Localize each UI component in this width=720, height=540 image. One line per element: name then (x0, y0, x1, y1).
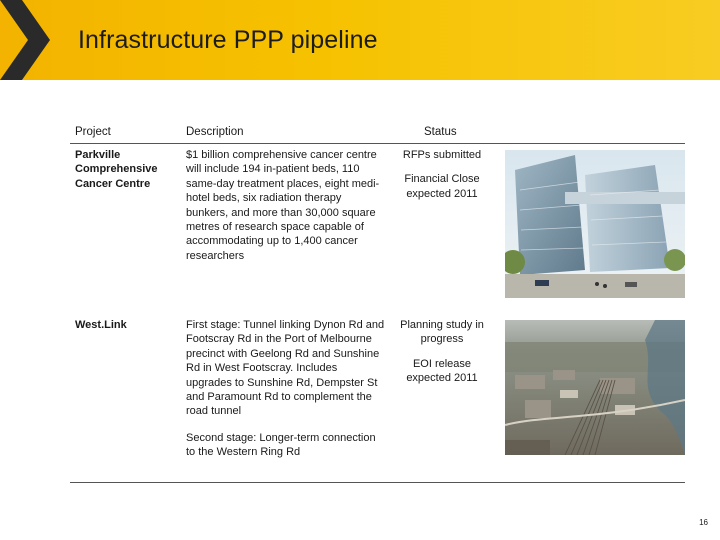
header-bar (0, 0, 720, 80)
status-line: Planning study in progress (400, 319, 484, 346)
chevron-logo-icon (0, 0, 60, 80)
column-header-project: Project (75, 126, 111, 138)
project-description: $1 billion comprehensive cancer centre will include 194 in-patient beds, 110 same-day treatment places, eight medi-hotel beds, six radiation therapy bunkers, and more than 30,000 square metres of research space capable of accommodating up to 1,400 cancer researchers (186, 149, 380, 262)
column-header-status: Status (424, 126, 457, 138)
status-line: EOI release expected 2011 (406, 357, 478, 385)
project-status (397, 148, 487, 211)
status-line: Financial Close expected 2011 (404, 173, 480, 200)
project-status (397, 318, 487, 396)
description-paragraph: First stage: Tunnel linking Dynon Rd and Footscray Rd in the Port of Melbourne precinct with Geelong Rd and Sunshine Rd in West Footscray. Includes upgrades to Sunshine Rd, Dempster St and Paramount Rd to complement the road tunnel (186, 319, 385, 418)
aerial-photo-image (505, 320, 685, 455)
project-name: Parkville Comprehensive Cancer Centre (75, 149, 158, 190)
status-line: RFPs submitted (402, 149, 482, 161)
project-description (186, 318, 386, 460)
column-header-description: Description (186, 126, 244, 138)
page-number: 16 (699, 518, 708, 527)
header-divider (70, 143, 685, 144)
table-bottom-rule (70, 482, 685, 483)
page-title: Infrastructure PPP pipeline (78, 26, 378, 54)
building-render-image (505, 150, 685, 298)
project-name: West.Link (75, 319, 127, 331)
description-paragraph: Second stage: Longer-term connection to the Western Ring Rd (186, 431, 376, 459)
